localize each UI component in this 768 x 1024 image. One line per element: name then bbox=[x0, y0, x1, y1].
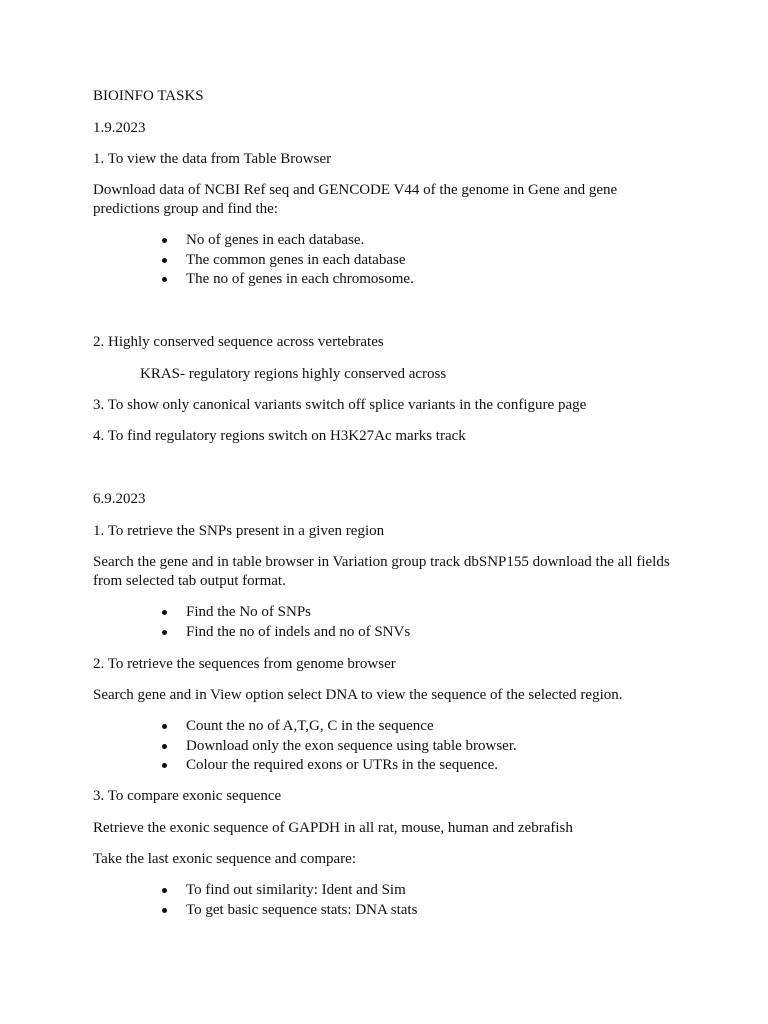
task-heading: 1. To retrieve the SNPs present in a given region bbox=[93, 523, 385, 539]
task-heading: 2. Highly conserved sequence across vertebrates bbox=[93, 334, 384, 350]
bullet-icon bbox=[162, 277, 167, 282]
list-item-text: The no of genes in each chromosome. bbox=[186, 271, 414, 287]
list-item bbox=[160, 737, 517, 757]
task-description: Retrieve the exonic sequence of GAPDH in all rat, mouse, human and zebrafish bbox=[93, 820, 573, 836]
list-item-text: To find out similarity: Ident and Sim bbox=[186, 882, 406, 898]
task-heading: 3. To compare exonic sequence bbox=[93, 788, 282, 804]
bullet-icon bbox=[162, 258, 167, 263]
bullet-icon bbox=[162, 908, 167, 913]
list-item-text: No of genes in each database. bbox=[186, 232, 365, 248]
task-heading: 3. To show only canonical variants switch off splice variants in the configure page bbox=[93, 397, 587, 413]
list-item bbox=[160, 270, 414, 290]
list-item bbox=[160, 901, 417, 921]
task-heading: 1. To view the data from Table Browser bbox=[93, 151, 332, 167]
task-heading: 4. To find regulatory regions switch on H3K27Ac marks track bbox=[93, 428, 466, 444]
bullet-list bbox=[160, 717, 517, 776]
list-item-text: The common genes in each database bbox=[186, 251, 406, 268]
session-date: 6.9.2023 bbox=[93, 491, 146, 507]
bullet-icon bbox=[162, 888, 167, 893]
bullet-icon bbox=[162, 238, 167, 243]
list-item bbox=[160, 717, 517, 737]
task-heading: 2. To retrieve the sequences from genome browser bbox=[93, 656, 396, 672]
bullet-list bbox=[160, 881, 417, 920]
list-item bbox=[160, 623, 410, 643]
task-description: Take the last exonic sequence and compare: bbox=[93, 851, 356, 867]
list-item bbox=[160, 231, 414, 251]
bullet-list bbox=[160, 603, 410, 642]
bullet-icon bbox=[162, 630, 167, 635]
bullet-list bbox=[160, 231, 414, 290]
bullet-icon bbox=[162, 763, 167, 768]
list-item-text: Colour the required exons or UTRs in the sequence. bbox=[186, 757, 499, 773]
list-item-text: Download only the exon sequence using table browser. bbox=[186, 737, 517, 754]
bullet-icon bbox=[162, 610, 167, 615]
list-item-text: To get basic sequence stats: DNA stats bbox=[186, 901, 418, 918]
bullet-icon bbox=[162, 724, 167, 729]
task-note: KRAS- regulatory regions highly conserved across bbox=[140, 366, 447, 382]
list-item bbox=[160, 881, 417, 901]
list-item bbox=[160, 756, 517, 776]
session-date: 1.9.2023 bbox=[93, 120, 146, 136]
list-item-text: Find the No of SNPs bbox=[186, 604, 312, 620]
list-item bbox=[160, 251, 414, 271]
bullet-icon bbox=[162, 744, 167, 749]
list-item-text: Count the no of A,T,G, C in the sequence bbox=[186, 718, 434, 734]
list-item bbox=[160, 603, 410, 623]
task-description: Search gene and in View option select DNA to view the sequence of the selected region. bbox=[93, 687, 623, 703]
document-title: BIOINFO TASKS bbox=[93, 88, 204, 104]
list-item-text: Find the no of indels and no of SNVs bbox=[186, 623, 411, 640]
task-description: Search the gene and in table browser in Variation group track dbSNP155 download the all fields from selected tab output format. bbox=[93, 554, 670, 589]
task-description: Download data of NCBI Ref seq and GENCODE V44 of the genome in Gene and gene predictions group and find the: bbox=[93, 182, 618, 217]
